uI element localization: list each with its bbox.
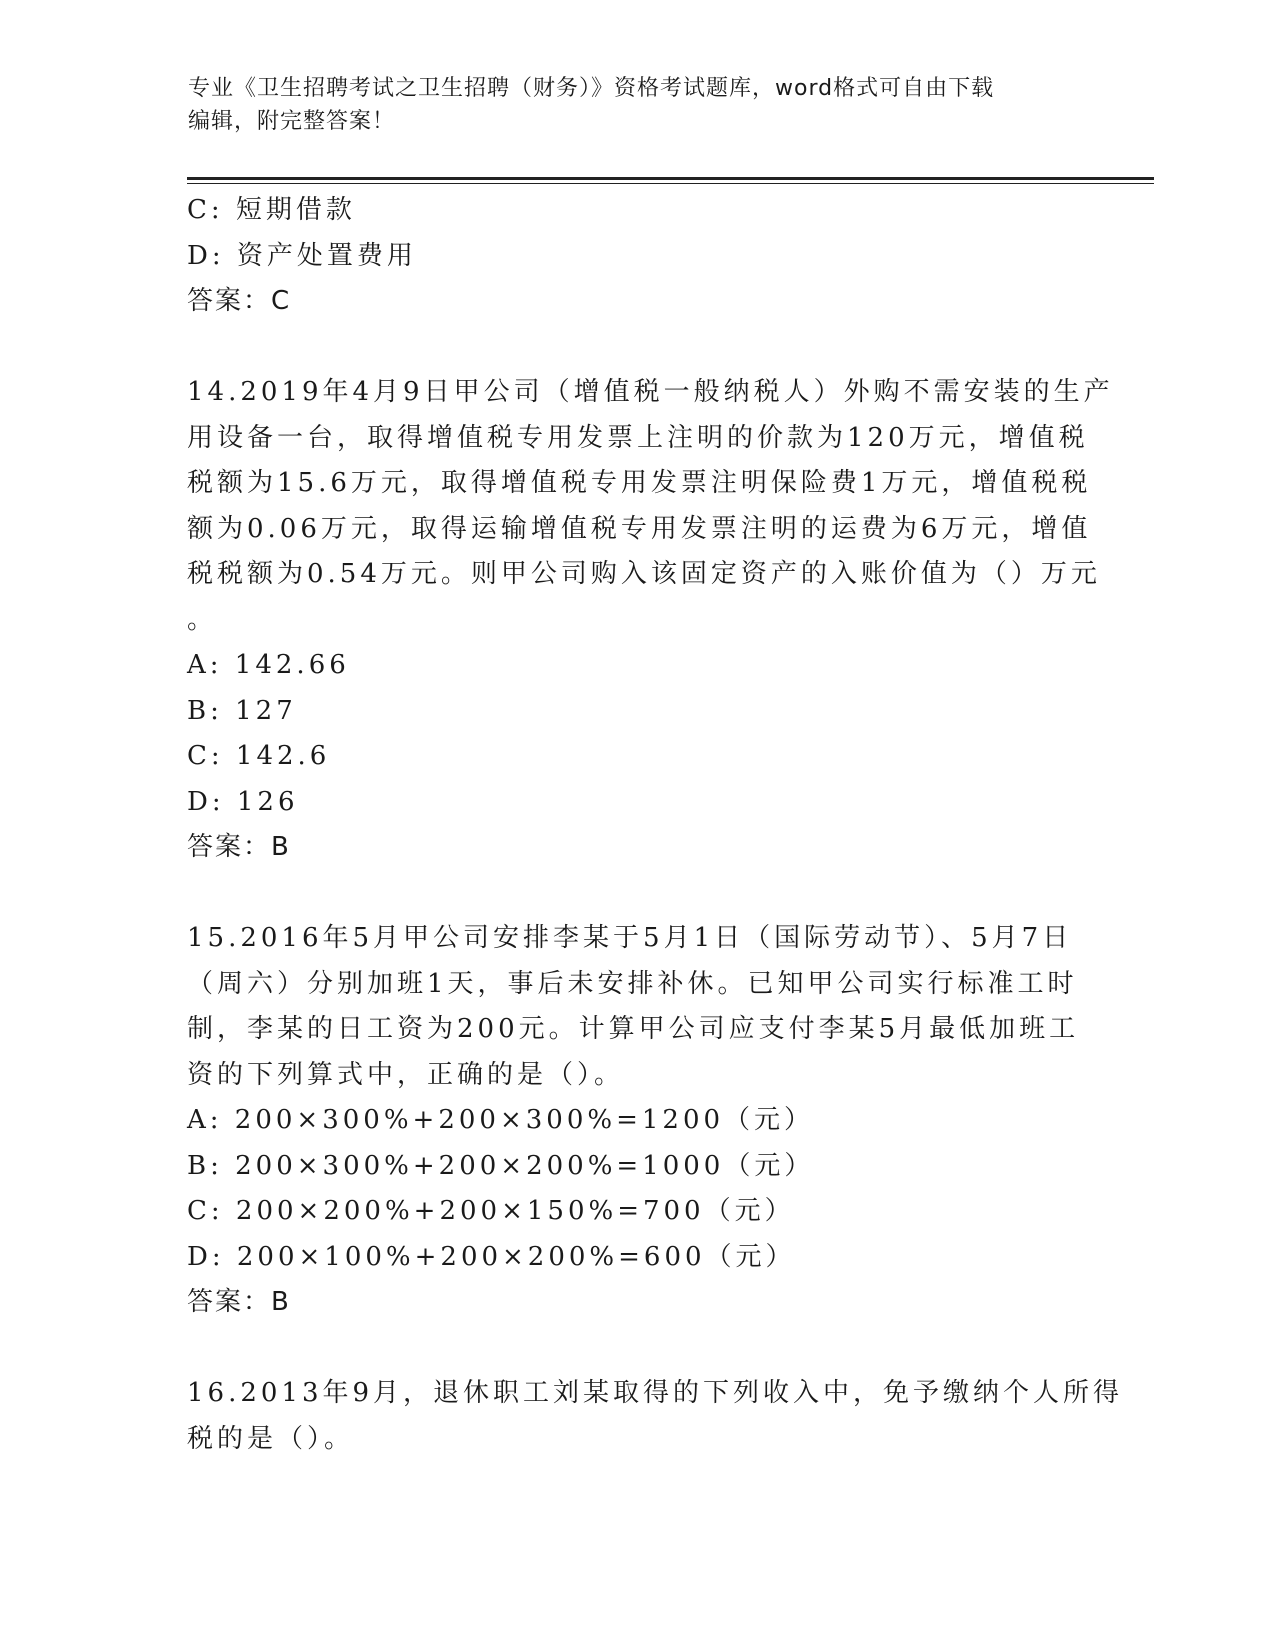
stem-line: 税额为15.6万元，取得增值税专用发票注明保险费1万元，增值税税 — [187, 468, 1092, 498]
stem-line: 16.2013年9月，退休职工刘某取得的下列收入中，免予缴纳个人所得 — [187, 1378, 1124, 1408]
stem-line: 制，李某的日工资为200元。计算甲公司应支付李某5月最低加班工 — [187, 1014, 1080, 1044]
spacer — [187, 325, 1087, 371]
header-line-2: 编辑，附完整答案！ — [188, 109, 396, 134]
answer-14: 答案：B — [187, 832, 291, 862]
stem-line: 用设备一台，取得增值税专用发票上注明的价款为120万元，增值税 — [187, 422, 1089, 453]
stem-line: 15.2016年5月甲公司安排李某于5月1日（国际劳动节）、5月7日 — [187, 923, 1073, 953]
document-header — [188, 72, 1088, 138]
header-line-1: 专业《卫生招聘考试之卫生招聘（财务）》资格考试题库，word格式可自由下载 — [188, 76, 995, 101]
stem-line: 额为0.06万元，取得运输增值税专用发票注明的运费为6万元，增值 — [187, 513, 1092, 544]
spacer — [187, 871, 1087, 917]
question-14-options — [187, 643, 1087, 825]
option-b: B: 200×300%+200×200%=1000（元） — [187, 1150, 815, 1181]
option-a: A: 200×300%+200×300%=1200（元） — [187, 1105, 815, 1135]
header-rule-thick — [187, 177, 1154, 180]
option-d: D: 资产处置费用 — [187, 240, 417, 271]
option-a: A: 142.66 — [187, 650, 350, 680]
option-c: C: 142.6 — [187, 741, 331, 771]
stem-line: （周六）分别加班1天，事后未安排补休。已知甲公司实行标准工时 — [187, 968, 1078, 999]
stem-line: 资的下列算式中，正确的是（）。 — [187, 1059, 625, 1090]
option-b: B: 127 — [187, 695, 297, 726]
header-rule-thin — [187, 183, 1154, 184]
question-15-stem — [187, 916, 1087, 1098]
question-content — [187, 188, 1124, 1462]
question-14-stem — [187, 370, 1114, 643]
question-13-options — [187, 188, 1087, 279]
spacer — [187, 1326, 1087, 1372]
question-16-stem — [187, 1371, 1124, 1462]
question-15-options — [187, 1098, 1087, 1280]
option-d: D: 126 — [187, 786, 299, 817]
stem-line: 税税额为0.54万元。则甲公司购入该固定资产的入账价值为（）万元 — [187, 559, 1101, 589]
option-d: D: 200×100%+200×200%=600（元） — [187, 1241, 796, 1272]
stem-line: 。 — [187, 604, 218, 635]
answer-15: 答案：B — [187, 1287, 291, 1317]
option-c: C: 短期借款 — [187, 195, 356, 225]
answer-13: 答案：C — [187, 286, 292, 316]
option-c: C: 200×200%+200×150%=700（元） — [187, 1196, 795, 1226]
stem-line: 税的是（）。 — [187, 1423, 355, 1454]
stem-line: 14.2019年4月9日甲公司（增值税一般纳税人）外购不需安装的生产 — [187, 377, 1114, 407]
